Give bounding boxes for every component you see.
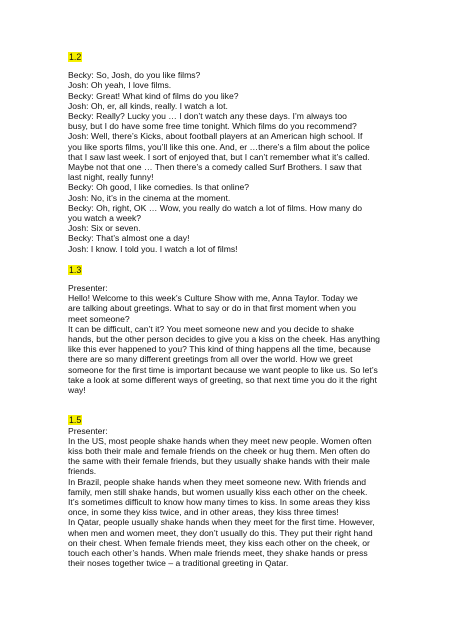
transcript-line: In the US, most people shake hands when they meet new people. Women often bbox=[68, 435, 372, 446]
transcript-line: friends. bbox=[68, 466, 97, 477]
transcript-line: are talking about greetings. What to say or do in that first moment when you bbox=[68, 303, 357, 314]
transcript-line: on their chest. When female friends meet, they kiss each other on the cheek, or bbox=[68, 537, 370, 548]
section-number-highlight: 1.3 bbox=[69, 264, 82, 275]
transcript-line: their noses together twice – a traditional greeting in Qatar. bbox=[68, 558, 289, 569]
dialogue-line: Maybe not that one … Then there’s a comedy called Surf Brothers. I saw that bbox=[68, 162, 362, 173]
dialogue-line: Becky: Great! What kind of films do you like? bbox=[68, 90, 239, 101]
section-label-row bbox=[68, 415, 410, 425]
section-1-2 bbox=[68, 52, 410, 254]
transcript-line: In Brazil, people shake hands when they meet someone new. With friends and bbox=[68, 476, 367, 487]
transcript-line: In Qatar, people usually shake hands when they meet for the first time. However, bbox=[68, 517, 375, 528]
dialogue-line: Becky: Really? Lucky you … I don’t watch any these days. I’m always too bbox=[68, 111, 347, 122]
transcript-line: It can be difficult, can’t it? You meet someone new and you decide to shake bbox=[68, 323, 355, 334]
dialogue-line: last night, really funny! bbox=[68, 172, 154, 183]
dialogue-line: that I saw last week. I sort of enjoyed that, but I can’t remember what it’s called. bbox=[68, 151, 370, 162]
transcript-line: It’s sometimes difficult to know how many times to kiss. In some areas they kiss bbox=[68, 496, 371, 507]
transcript-line: touch each other’s hands. When male friends meet, they shake hands or press bbox=[68, 547, 368, 558]
speaker-label: Presenter: bbox=[68, 425, 108, 436]
dialogue-line: Josh: Well, there’s Kicks, about football players at an American high school. If bbox=[68, 131, 363, 142]
transcript-page bbox=[68, 52, 410, 568]
transcript-line: the same with their female friends, but they usually shake hands with their male bbox=[68, 456, 370, 467]
transcript-line: hands, but the other person decides to give you a kiss on the cheek. Has anything bbox=[68, 334, 380, 345]
dialogue-line: you watch a week? bbox=[68, 213, 142, 224]
dialogue-line: Josh: Oh yeah, I love films. bbox=[68, 80, 172, 91]
section-label-row bbox=[68, 265, 410, 275]
dialogue-line: you like sports films, you’ll like this one. And, er …there’s a film about the police bbox=[68, 141, 370, 152]
dialogue-line: busy, but I do have some free time tonight. Which films do you recommend? bbox=[68, 121, 357, 132]
transcript-line: when men and women meet, they don’t usually do this. They put their right hand bbox=[68, 527, 373, 538]
section-label-row bbox=[68, 52, 410, 62]
dialogue-line: Becky: Oh, right, OK … Wow, you really do watch a lot of films. How many do bbox=[68, 202, 363, 213]
dialogue-line: Josh: I know. I told you. I watch a lot of films! bbox=[68, 243, 238, 254]
section-1-3 bbox=[68, 265, 410, 395]
presenter-greetings-countries bbox=[68, 426, 410, 569]
section-1-5 bbox=[68, 415, 410, 568]
dialogue-line: Becky: Oh good, I like comedies. Is that online? bbox=[68, 182, 250, 193]
transcript-line: like this ever happened to you? This kind of thing happens all the time, because bbox=[68, 344, 371, 355]
transcript-line: meet someone? bbox=[68, 313, 130, 324]
speaker-label: Presenter: bbox=[68, 283, 108, 294]
transcript-line: someone for the first time is important because we want people to like us. So let’s bbox=[68, 364, 378, 375]
transcript-line: Hello! Welcome to this week’s Culture Show with me, Anna Taylor. Today we bbox=[68, 293, 358, 304]
transcript-line: take a look at some different ways of greeting, so that next time you do it the right bbox=[68, 374, 377, 385]
dialogue-line: Becky: So, Josh, do you like films? bbox=[68, 70, 201, 81]
transcript-line: there are so many different greetings from all over the world. How we greet bbox=[68, 354, 353, 365]
section-number-highlight: 1.5 bbox=[69, 415, 82, 426]
transcript-line: kiss both their male and female friends on the cheek or hug them. Men often do bbox=[68, 445, 370, 456]
section-number-highlight: 1.2 bbox=[69, 52, 82, 62]
dialogue-becky-josh bbox=[68, 70, 410, 254]
dialogue-line: Josh: Six or seven. bbox=[68, 223, 141, 234]
dialogue-line: Becky: That’s almost one a day! bbox=[68, 233, 190, 244]
transcript-line: way! bbox=[68, 385, 86, 396]
transcript-line: family, men still shake hands, but women usually kiss each other on the cheek. bbox=[68, 486, 368, 497]
dialogue-line: Josh: Oh, er, all kinds, really. I watch a lot. bbox=[68, 100, 228, 111]
presenter-greetings-intro bbox=[68, 283, 410, 395]
dialogue-line: Josh: No, it’s in the cinema at the moment. bbox=[68, 192, 231, 203]
transcript-line: once, in some they kiss twice, and in other areas, they kiss three times! bbox=[68, 507, 339, 518]
